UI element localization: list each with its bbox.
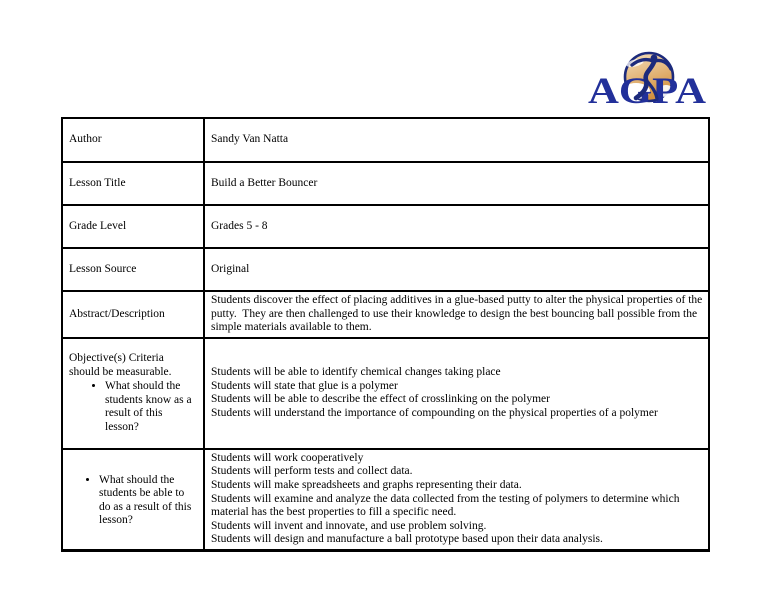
objectives-do-value [204, 449, 709, 551]
objective-item: Students will design and manufacture a ball prototype based upon their data analysis. [211, 533, 603, 546]
objective-item: Students will perform tests and collect data. [211, 465, 413, 478]
objectives-do-label [62, 449, 204, 551]
objectives-know-value [204, 338, 709, 449]
grade-level-label: Grade Level [62, 205, 204, 248]
lesson-source-value: Original [204, 248, 709, 291]
objective-item: Students will be able to identify chemical changes taking place [211, 366, 501, 379]
table-row [62, 449, 709, 551]
grade-level-value: Grades 5 - 8 [204, 205, 709, 248]
objective-item: Students will make spreadsheets and graphs representing their data. [211, 478, 522, 491]
table-row [62, 205, 709, 248]
objective-item: Students will be able to describe the effect of crosslinking on the polymer [211, 393, 550, 406]
lesson-plan-table [61, 117, 710, 552]
lesson-source-label: Lesson Source [62, 248, 204, 291]
objective-item: Students will state that glue is a polymer [211, 379, 398, 392]
agpa-globe-icon [586, 50, 711, 108]
objective-item: Students will understand the importance of compounding on the physical properties of a polymer [211, 406, 658, 419]
objective-item: Students will examine and analyze the data collected from the testing of polymers to determine which material has the best properties to fill a specific need. [211, 492, 680, 519]
table-row [62, 118, 709, 162]
author-label: Author [62, 118, 204, 162]
author-value: Sandy Van Natta [204, 118, 709, 162]
objective-item: Students will invent and innovate, and use problem solving. [211, 519, 487, 532]
agpa-logo-text: AGPA [588, 71, 707, 108]
objectives-know-label [62, 338, 204, 449]
objectives-subheading: should be measurable. [69, 365, 172, 378]
objectives-know-question: • What should the students know as a result of this lesson? [105, 380, 199, 434]
abstract-label: Abstract/Description [62, 291, 204, 338]
objective-item: Students will work cooperatively [211, 451, 364, 464]
objectives-do-question: • What should the students be able to do as a result of this lesson? [99, 474, 199, 528]
table-row [62, 162, 709, 205]
table-row [62, 248, 709, 291]
agpa-logo [586, 50, 711, 108]
objectives-heading: Objective(s) Criteria [69, 352, 164, 364]
lesson-title-label: Lesson Title [62, 162, 204, 205]
lesson-title-value: Build a Better Bouncer [204, 162, 709, 205]
table-row [62, 338, 709, 449]
table-row [62, 291, 709, 338]
abstract-value: Students discover the effect of placing additives in a glue-based putty to alter the physical properties of the putty. They are then challenged to use their knowledge to design the best bouncing ball possible from the simple materials available to them. [204, 291, 709, 338]
